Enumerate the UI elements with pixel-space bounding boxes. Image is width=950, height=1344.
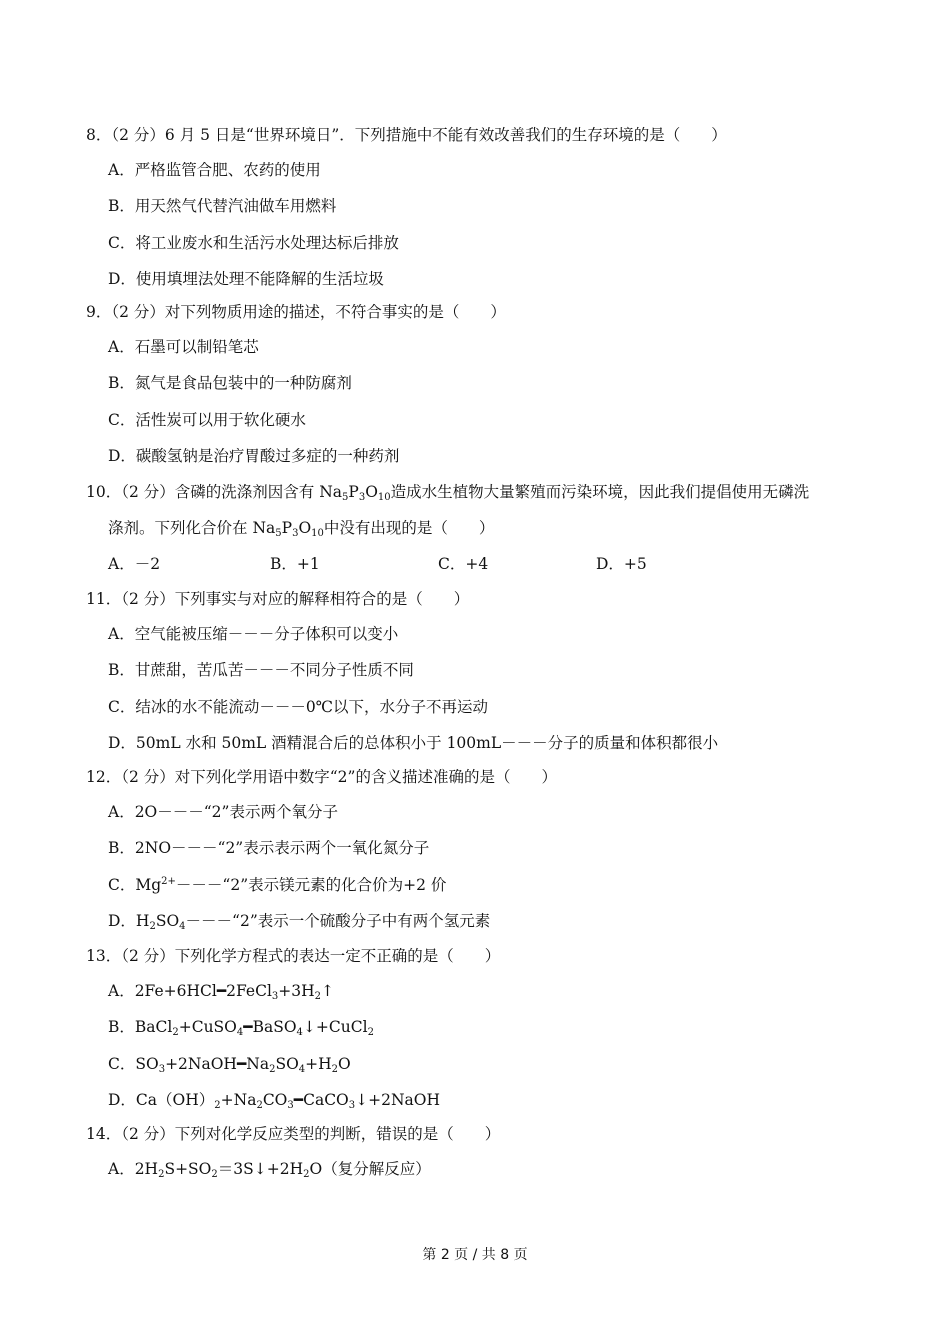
q8-option-d: D．使用填埋法处理不能降解的生活垃圾 [108, 270, 384, 288]
q8-option-c: C．将工业废水和生活污水处理达标后排放 [108, 234, 399, 252]
q10-option-a: A．－2 [108, 555, 161, 573]
q11-option-b: B．甘蔗甜，苦瓜苦－－－不同分子性质不同 [108, 661, 414, 679]
q10-options [108, 554, 808, 574]
q9-option-b: B．氮气是食品包装中的一种防腐剂 [108, 374, 352, 392]
q10-formula-2: $Na_5P_3O_{10}$ [252, 519, 324, 539]
page-footer: 第 2 页 / 共 8 页 [422, 1247, 528, 1263]
q12-option-c: C．$Mg^{2+}---“2$”表示镁元素的化合价为+2 价 [108, 876, 447, 894]
q14-option-a: A．$2H_2S+SO_2=3S↓+2H_2O$（复分解反应） [108, 1160, 431, 1180]
q10-option-b: B．+1 [270, 555, 320, 573]
q12-stem: 12．（2 分）对下列化学用语中数字“2”的含义描述准确的是（ ） [86, 768, 557, 786]
q10-stem-suffix: 造成水生植物大量繁殖而污染环境，因此我们提倡使用无磷洗 [390, 483, 810, 501]
q9-option-d: D．碳酸氢钠是治疗胃酸过多症的一种药剂 [108, 447, 400, 465]
q13-option-a: A．$2Fe+6HCl━2FeCl_3+3H_2↑$ [108, 982, 335, 1002]
q13-option-c: C．$SO_3+2NaOH━Na_2SO_4+H_2O$ [108, 1055, 351, 1075]
q10-stem-continued: 涤剂。下列化合价在 $Na_5P_3O_{10}$中没有出现的是（ ） [108, 519, 495, 539]
q9-option-a: A．石墨可以制铅笔芯 [108, 338, 259, 356]
q8-option-b: B．用天然气代替汽油做车用燃料 [108, 197, 337, 215]
q10-stem [86, 482, 809, 502]
q14-stem: 14．（2 分）下列对化学反应类型的判断，错误的是（ ） [86, 1125, 501, 1143]
q13-option-b: B．BaCl$_2$+CuSO$_4$━BaSO$_4$↓+CuCl$_2$ [108, 1018, 374, 1038]
q12-option-d: D．$H_2SO_4---“2$”表示一个硫酸分子中有两个氢元素 [108, 912, 491, 932]
q9-stem: 9．（2 分）对下列物质用途的描述，不符合事实的是（ ） [86, 303, 506, 321]
q10-option-d: D．+5 [596, 555, 647, 573]
q13-option-d: D．$Ca(OH)_2+Na_2CO_3━CaCO_3↓+2NaOH$ [108, 1091, 441, 1111]
q10-option-c: C．+4 [438, 555, 489, 573]
q9-option-c: C．活性炭可以用于软化硬水 [108, 411, 306, 429]
q12-option-a: A．2O－－－“2”表示两个氧分子 [108, 803, 338, 821]
q8-stem: 8．（2 分）6 月 5 日是“世界环境日”．下列措施中不能有效改善我们的生存环境的是（ ） [86, 126, 727, 144]
q12-option-b: B．2NO－－－“2”表示表示两个一氧化氮分子 [108, 839, 430, 857]
q13-stem: 13．（2 分）下列化学方程式的表达一定不正确的是（ ） [86, 947, 501, 965]
q11-stem: 11．（2 分）下列事实与对应的解释相符合的是（ ） [86, 590, 470, 608]
q11-option-a: A．空气能被压缩－－－分子体积可以变小 [108, 625, 399, 643]
q10-stem-prefix: 10．（2 分）含磷的洗涤剂因含有 [86, 483, 320, 501]
q10-formula: $Na_5P_3O_{10}$ [319, 483, 391, 503]
q8-option-a: A．严格监管合肥、农药的使用 [108, 161, 321, 179]
q11-option-d: D．50mL 水和 50mL 酒精混合后的总体积小于 100mL－－－分子的质量和体积都很小 [108, 734, 719, 752]
q11-option-c: C．结冰的水不能流动－－－0℃以下，水分子不再运动 [108, 698, 489, 716]
